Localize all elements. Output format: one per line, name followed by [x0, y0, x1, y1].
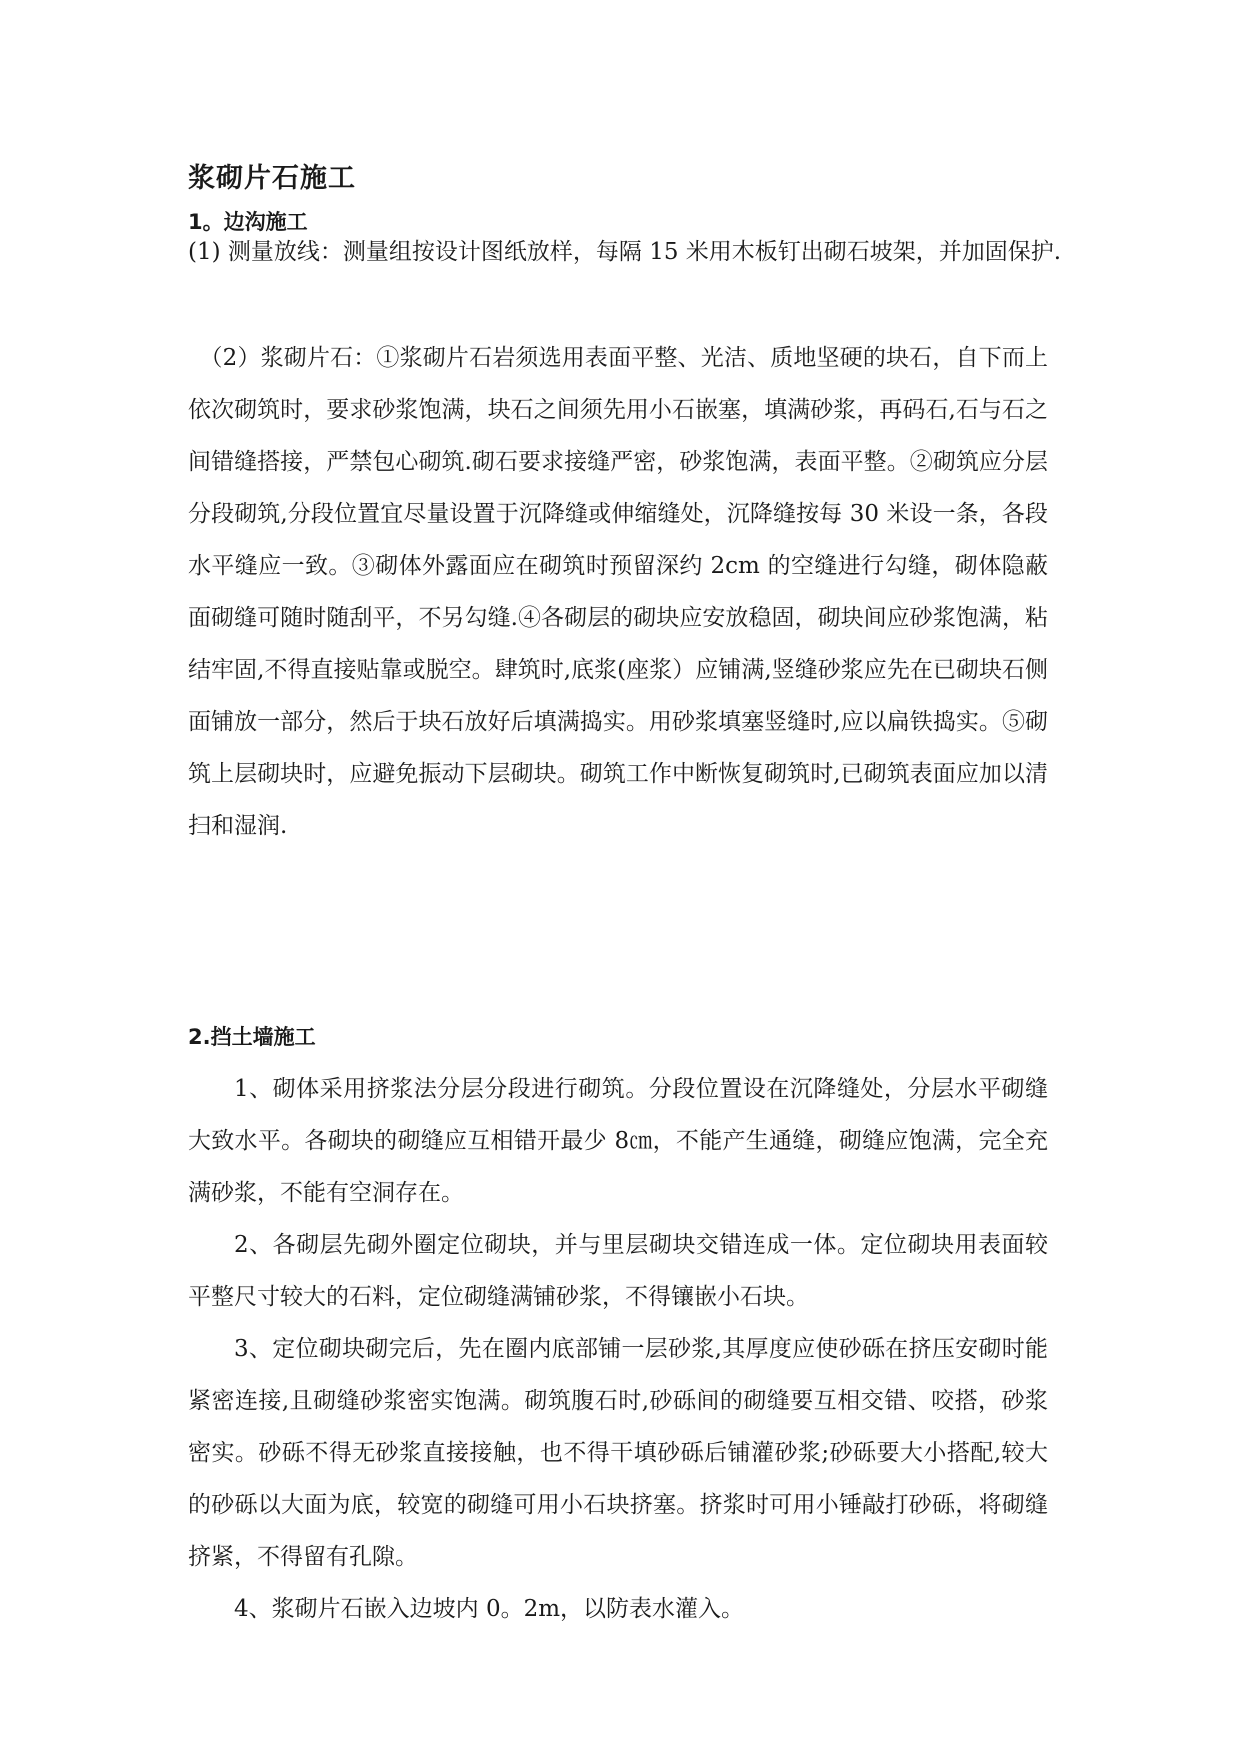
- section-2-paragraph: 4、浆砌片石嵌入边坡内 0。2m，以防表水灌入。: [234, 1596, 745, 1622]
- section-2-heading: 2.挡土墙施工: [188, 1025, 316, 1049]
- section-2-paragraph: 1、砌体采用挤浆法分层分段进行砌筑。分段位置设在沉降缝处，分层水平砌缝大致水平。各砌块的砌缝应互相错开最少 8㎝，不能产生通缝，砌缝应饱满，完全充满砂浆，不能有空洞存在。: [188, 1076, 1048, 1206]
- section-2-paragraph: 3、定位砌块砌完后，先在圈内底部铺一层砂浆,其厚度应使砂砾在挤压安砌时能紧密连接,且砌缝砂浆密实饱满。砌筑腹石时,砂砾间的砌缝要互相交错、咬搭，砂浆密实。砂砾不得无砂浆直接接触，也不得干填砂砾后铺灌砂浆;砂砾要大小搭配,较大的砂砾以大面为底，较宽的砌缝可用小石块挤塞。挤浆时可用小锤敲打砂砾，将砌缝挤紧，不得留有孔隙。: [188, 1336, 1048, 1570]
- section-1-item-1: (1) 测量放线：测量组按设计图纸放样，每隔 15 米用木板钉出砌石坡架，并加固保护.: [188, 239, 1062, 265]
- section-1-heading: 1。边沟施工: [188, 210, 308, 234]
- section-2-paragraph: 2、各砌层先砌外圈定位砌块，并与里层砌块交错连成一体。定位砌块用表面较平整尺寸较大的石料，定位砌缝满铺砂浆，不得镶嵌小石块。: [188, 1232, 1048, 1310]
- document-title: 浆砌片石施工: [188, 163, 356, 194]
- section-1-item-2: （2）浆砌片石：①浆砌片石岩须选用表面平整、光洁、质地坚硬的块石，自下而上依次砌筑时，要求砂浆饱满，块石之间须先用小石嵌塞，填满砂浆，再码石,石与石之间错缝搭接，严禁包心砌筑.砌石要求接缝严密，砂浆饱满，表面平整。②砌筑应分层分段砌筑,分段位置宜尽量设置于沉降缝或伸缩缝处，沉降缝按每 30 米设一条，各段水平缝应一致。③砌体外露面应在砌筑时预留深约 2cm 的空缝进行勾缝，砌体隐蔽面砌缝可随时随刮平，不另勾缝.④各砌层的砌块应安放稳固，砌块间应砂浆饱满，粘结牢固,不得直接贴靠或脱空。肆筑时,底浆(座浆）应铺满,竖缝砂浆应先在已砌块石侧面铺放一部分，然后于块石放好后填满捣实。用砂浆填塞竖缝时,应以扁铁捣实。⑤砌筑上层砌块时，应避免振动下层砌块。砌筑工作中断恢复砌筑时,已砌筑表面应加以清扫和湿润.: [188, 345, 1048, 839]
- section-2-body: [188, 1063, 1048, 1635]
